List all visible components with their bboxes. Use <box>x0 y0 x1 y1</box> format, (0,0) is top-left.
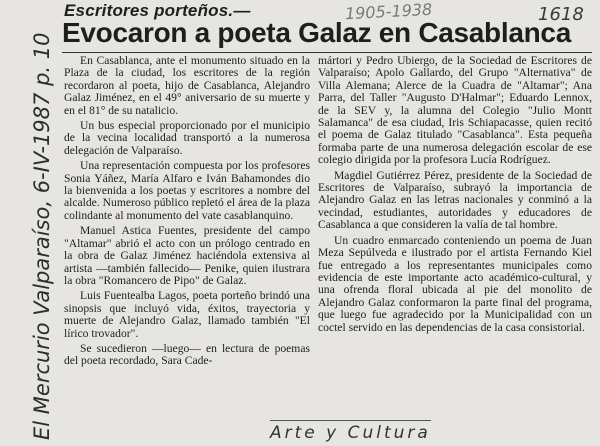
article-paragraph: Un bus especial proporcionado por el municipio de la vecina localidad transportó a la numerosa delegación de Valparaíso. <box>64 119 310 157</box>
article-headline: Evocaron a poeta Galaz en Casablanca <box>62 17 571 48</box>
article-paragraph: Magdiel Gutiérrez Pérez, presidente de la Sociedad de Escritores de Valparaíso, subrayó la importancia de Alejandro Galaz en las letras nacionales y conminó a la vecindad, estudiantes, autoridades y educadores de Casablanca a que consideren la valía de tal hombre. <box>318 168 592 232</box>
article-paragraph: Se sucedieron —luego— en lectura de poemas del poeta recordado, Sara Cade- <box>64 341 310 368</box>
section-footer: Arte y Cultura <box>270 420 431 443</box>
article-paragraph: En Casablanca, ante el monumento situado en la Plaza de la ciudad, los escritores de la región recordaron al poeta, hijo de Casablanca, Alejandro Galaz Jiménez, en el 49° aniversario de su muerte y en el 81° de su natalicio. <box>64 55 310 117</box>
article-paragraph: mártori y Pedro Ubiergo, de la Sociedad de Escritores de Valparaíso; Apolo Gallardo, del Grupo "Alternativa" de Villa Alemana; Alerce de la Cuadra de "Altamar"; Ana Parra, del Taller "Augusto D'Halmar"; Eduardo Lennox, de la SEV y, la alumna del Colegio "Julio Montt Salamanca" de esa ciudad, Iris Schiapacasse, quien recitó el poema de Galaz titulado "Casablanca". Esta pequeña formaba parte de una numerosa delegación escolar de ese colegio dirigida por la profesora Lucía Rodríguez. <box>318 55 592 167</box>
article-column-right <box>318 55 592 415</box>
article-column-left <box>64 55 310 415</box>
headline-rule <box>62 52 592 53</box>
handwritten-margin-note <box>30 0 54 440</box>
handwritten-code: 1618 <box>538 4 584 25</box>
handwritten-source: El Mercurio Valparaíso, 6-IV-1987 p. 10 <box>30 32 54 440</box>
article-paragraph: Una representación compuesta por los profesores Sonia Yáñez, María Alfaro e Iván Bahamondes dio la bienvenida a los poetas y escritores a nombre del alcalde. Numeroso público repletó el área de la plaza colindante al monumento del vate casablanquino. <box>64 159 310 222</box>
article-kicker: Escritores porteños.— <box>64 1 251 20</box>
article-paragraph: Manuel Astica Fuentes, presidente del campo "Altamar" abrió el acto con un prólogo centrado en la obra de Galaz Jiménez haciéndola extensiva al artista —también fallecido— Penike, quien ilustrara la obra "Romancero de Pipo" de Galaz. <box>64 224 310 287</box>
article-paragraph: Un cuadro enmarcado conteniendo un poema de Juan Meza Sepúlveda e ilustrado por el artista Fernando Kiel fue entregado a los representantes municipales como evidencia de este importante acto académico-cultural, y una ofrenda floral ubicada al pie del monolito de Alejandro Galaz conformaron la parte final del programa, que luego fue agradecido por la Municipalidad con un coctel servido en las dependencias de la casa consistorial. <box>318 233 592 334</box>
handwritten-years: 1905-1938 <box>344 0 433 24</box>
article-paragraph: Luis Fuentealba Lagos, poeta porteño brindó una sinopsis que incluyó vida, éxitos, trayectoria y muerte de Alejandro Galaz, llamado también "El lírico trovador". <box>64 289 310 340</box>
